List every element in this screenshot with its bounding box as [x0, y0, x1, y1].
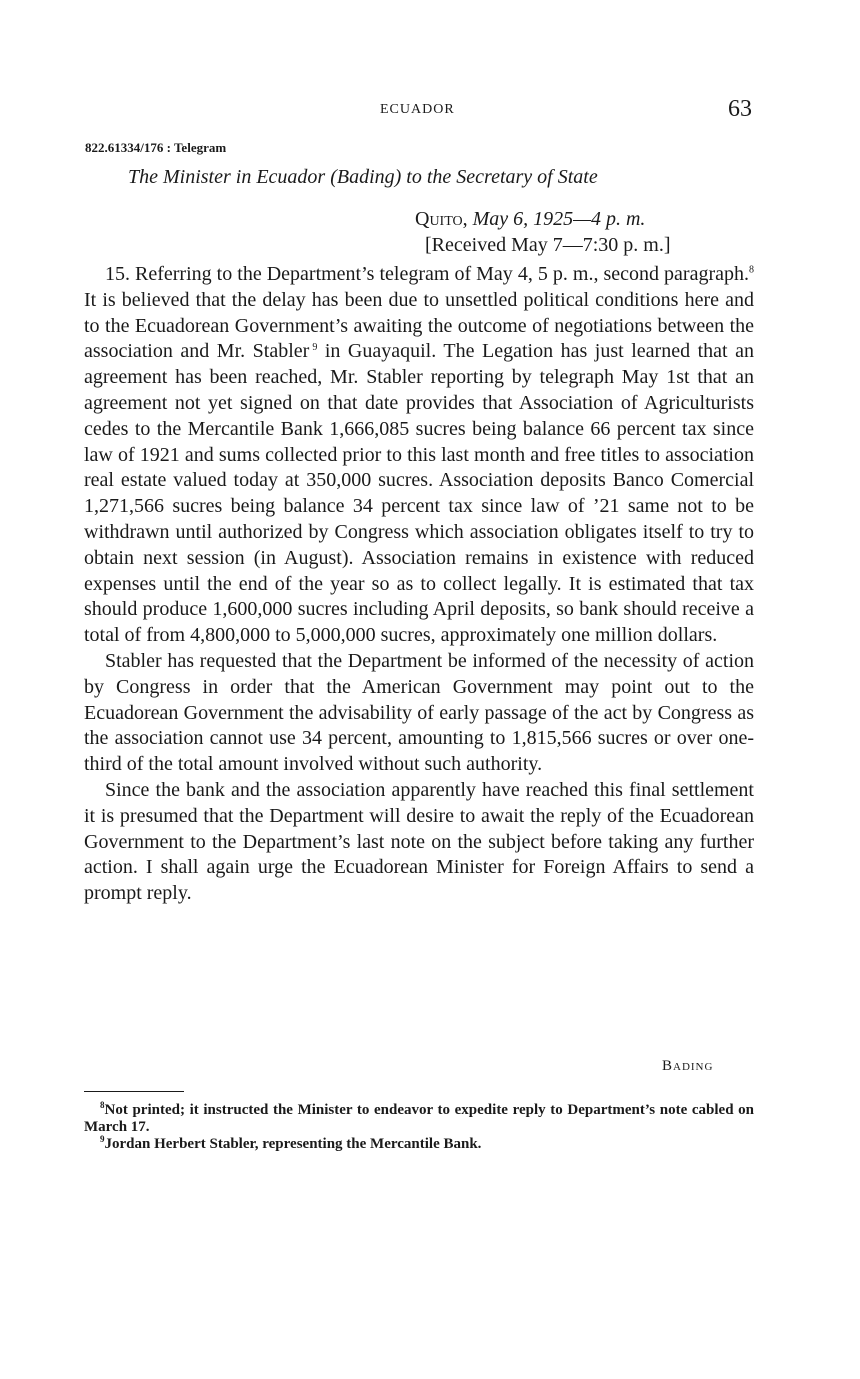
signature: Bading	[662, 1058, 714, 1074]
footnote-text: Not printed; it instructed the Minister to endeavor to expedite reply to Department’s note cabled on March 17.	[84, 1102, 754, 1135]
dateline-date: May 6, 1925—4 p. m.	[472, 208, 646, 230]
file-reference: 822.61334/176 : Telegram	[85, 140, 227, 155]
footnote-reference: 9	[312, 341, 318, 353]
body-paragraph: Stabler has requested that the Department be informed of the necessity of action by Congress in order that the American Government may point out to the Ecuadorean Government the advisability of early passage of the act by Congress as the association cannot use 34 percent, amounting to 1,815,566 sucres or over one-third of the total amount involved without such authority.	[84, 649, 754, 776]
telegram-body	[84, 262, 754, 907]
footnotes	[84, 1102, 754, 1153]
page-number: 63	[728, 96, 752, 122]
dateline-place: Quito,	[415, 208, 468, 230]
footnote	[84, 1136, 754, 1153]
footnote-reference: 8	[749, 264, 754, 276]
footnote-divider	[84, 1091, 184, 1092]
footnote-marker: 9	[100, 1134, 105, 1144]
document-heading: The Minister in Ecuador (Bading) to the Secretary of State	[128, 166, 598, 188]
paragraph-text-end: in Guayaquil. The Legation has just learned that an agreement has been reached, Mr. Stabler reporting by telegraph May 1st that an agreement not yet signed on that date provides that Association of Agriculturists cedes to the Mercantile Bank 1,666,085 sucres being balance 66 percent tax since law of 1921 and sums collected prior to this last month and free titles to association real estate valued today at 350,000 sucres. Association deposits Banco Comercial 1,271,566 sucres being balance 34 percent tax since law of ’21 same not to be withdrawn until authorized by Congress which association obligates itself to try to obtain next session (in August). Association remains in existence with reduced expenses until the end of the year so as to collect legally. It is estimated that tax should produce 1,600,000 sucres including April deposits, so bank should receive a total of from 4,800,000 to 5,000,000 sucres, approximately one million dollars.	[84, 340, 754, 647]
paragraph-text-start: 15. Referring to the Department’s telegram of May 4, 5 p. m., second paragraph.	[105, 263, 749, 285]
footnote	[84, 1102, 754, 1136]
running-head	[0, 98, 860, 124]
received-line: [Received May 7—7:30 p. m.]	[425, 234, 671, 256]
body-paragraph: Since the bank and the association apparently have reached this final settlement it is presumed that the Department will desire to await the reply of the Ecuadorean Government to the Department’s last note on the subject before taking any further action. I shall again urge the Ecuadorean Minister for Foreign Affairs to send a prompt reply.	[84, 778, 754, 905]
footnote-marker: 8	[100, 1100, 105, 1110]
body-paragraph	[84, 262, 754, 649]
paragraph-text-middle: It is believed that the delay has been due to unsettled political conditions here and to the Ecuadorean Government’s awaiting the outcome of negotiations between the association and Mr. Stabler	[84, 288, 754, 363]
footnote-text: Jordan Herbert Stabler, representing the Mercantile Bank.	[104, 1136, 482, 1152]
running-title: ECUADOR	[380, 102, 455, 117]
dateline	[415, 208, 645, 231]
